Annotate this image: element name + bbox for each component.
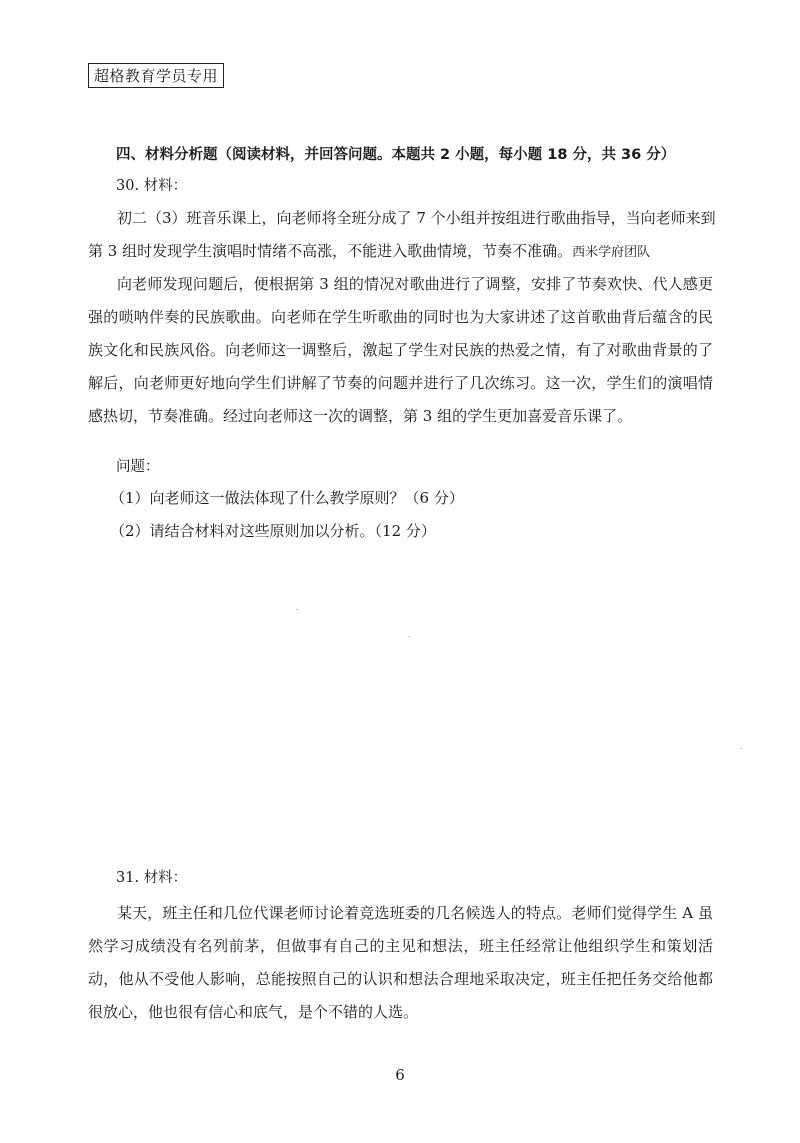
- question-30-questions-label: 问题：: [116, 459, 160, 475]
- page-number: 6: [395, 1066, 405, 1084]
- question-30-subquestion-2: （2）请结合材料对这些原则加以分析。（12 分）: [110, 522, 436, 540]
- question-30-material-line-2-text: 第 3 组时发现学生演唱时情绪不高涨，不能进入歌曲情境，节奏不准确。: [88, 242, 573, 260]
- scan-speck: [408, 636, 410, 637]
- scan-speck: [740, 748, 742, 749]
- question-30-material-line-1: 初二（3）班音乐课上，向老师将全班分成了 7 个小组并按组进行歌曲指导，当向老师来到: [117, 209, 716, 227]
- question-30-subquestion-1: （1）向老师这一做法体现了什么教学原则？（6 分）: [110, 489, 464, 507]
- question-30-material-line-2: [88, 235, 650, 269]
- question-30-label: 30. 材料：: [116, 178, 188, 194]
- scan-speck: [296, 609, 298, 610]
- watermark-text: 西米学府团队: [572, 245, 651, 260]
- question-31-material-paragraph: 某天，班主任和几位代课老师讨论着竞选班委的几名候选人的特点。老师们觉得学生 A 虽然学习成绩没有名列前茅，但做事有自己的主见和想法，班主任经常让他组织学生和策划活动，他从不受他人影响，总能按照自己的认识和想法合理地采取决定，班主任把任务交给他都很放心，他也很有信心和底气，是个不错的人选。: [88, 904, 713, 1021]
- section-heading: 四、材料分析题（阅读材料，并回答问题。本题共 2 小题，每小题 18 分，共 36 分）: [116, 147, 676, 163]
- question-31-label: 31. 材料：: [116, 870, 188, 886]
- question-30-material-paragraph-2: 向老师发现问题后，便根据第 3 组的情况对歌曲进行了调整，安排了节奏欢快、代人感更强的唢呐伴奏的民族歌曲。向老师在学生听歌曲的同时也为大家讲述了这首歌曲背后蕴含的民族文化和民族风俗。向老师这一调整后，激起了学生对民族的热爱之情，有了对歌曲背景的了解后，向老师更好地向学生们讲解了节奏的问题并进行了几次练习。这一次，学生们的演唱情感热切，节奏准确。经过向老师这一次的调整，第 3 组的学生更加喜爱音乐课了。: [88, 275, 713, 425]
- exclusive-use-stamp: 超格教育学员专用: [88, 63, 224, 88]
